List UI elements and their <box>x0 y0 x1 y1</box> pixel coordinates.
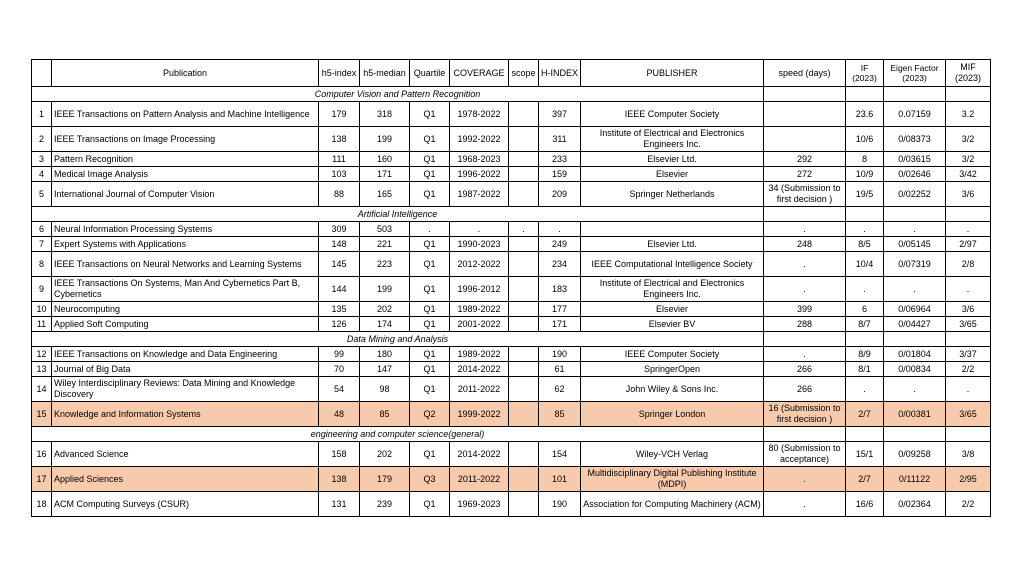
section-title: Data Mining and Analysis <box>32 332 764 347</box>
table-cell: . <box>884 277 946 302</box>
table-cell: 9 <box>32 277 52 302</box>
table-cell: 54 <box>319 377 360 402</box>
table-cell: 158 <box>319 442 360 467</box>
table-cell: Q1 <box>410 317 450 332</box>
table-cell: . <box>764 222 846 237</box>
table-cell: . <box>946 222 991 237</box>
table-cell: Q1 <box>410 127 450 152</box>
table-cell: 70 <box>319 362 360 377</box>
table-cell <box>509 182 539 207</box>
table-cell: Elsevier Ltd. <box>581 237 764 252</box>
table-cell: 14 <box>32 377 52 402</box>
table-cell: 3.2 <box>946 102 991 127</box>
table-cell: ACM Computing Surveys (CSUR) <box>52 492 319 517</box>
table-row <box>32 317 991 332</box>
empty-cell <box>764 207 846 222</box>
table-cell: Knowledge and Information Systems <box>52 402 319 427</box>
table-cell: 0/04427 <box>884 317 946 332</box>
table-cell <box>509 277 539 302</box>
table-cell: 8 <box>32 252 52 277</box>
table-cell: . <box>884 377 946 402</box>
table-cell: 0/02252 <box>884 182 946 207</box>
empty-cell <box>946 207 991 222</box>
table-cell: 3/2 <box>946 127 991 152</box>
col-header-coverage: COVERAGE <box>450 60 509 87</box>
table-cell: . <box>946 277 991 302</box>
col-header-publication: Publication <box>52 60 319 87</box>
table-cell: 202 <box>360 302 410 317</box>
table-cell: 131 <box>319 492 360 517</box>
table-cell <box>509 492 539 517</box>
empty-cell <box>764 332 846 347</box>
col-header-if: IF (2023) <box>846 60 884 87</box>
table-cell: 11 <box>32 317 52 332</box>
col-header-publisher: PUBLISHER <box>581 60 764 87</box>
table-cell: 0/07319 <box>884 252 946 277</box>
table-cell: Wiley Interdisciplinary Reviews: Data Mining and Knowledge Discovery <box>52 377 319 402</box>
table-cell: 2/7 <box>846 467 884 492</box>
table-cell: 1968-2023 <box>450 152 509 167</box>
table-cell <box>509 362 539 377</box>
table-cell <box>509 377 539 402</box>
table-cell: Q1 <box>410 152 450 167</box>
table-cell: 10 <box>32 302 52 317</box>
table-cell: Q1 <box>410 347 450 362</box>
table-cell: . <box>764 347 846 362</box>
table-row <box>32 277 991 302</box>
table-cell: . <box>450 222 509 237</box>
table-cell: Q1 <box>410 167 450 182</box>
table-cell: 5 <box>32 182 52 207</box>
table-cell: 1987-2022 <box>450 182 509 207</box>
table-cell: . <box>764 467 846 492</box>
table-cell <box>509 467 539 492</box>
journal-table <box>31 59 991 517</box>
table-cell: 3/42 <box>946 167 991 182</box>
table-cell: IEEE Transactions on Knowledge and Data Engineering <box>52 347 319 362</box>
table-cell: Q1 <box>410 362 450 377</box>
table-cell: 0/00834 <box>884 362 946 377</box>
table-cell: 0/02646 <box>884 167 946 182</box>
table-cell: 3/8 <box>946 442 991 467</box>
table-cell: 2/97 <box>946 237 991 252</box>
table-cell: John Wiley & Sons Inc. <box>581 377 764 402</box>
empty-cell <box>764 87 846 102</box>
table-cell: . <box>410 222 450 237</box>
table-cell: Q1 <box>410 277 450 302</box>
table-cell: 248 <box>764 237 846 252</box>
table-cell: 0/01804 <box>884 347 946 362</box>
empty-cell <box>946 332 991 347</box>
table-cell: 2/7 <box>846 402 884 427</box>
table-cell: Q1 <box>410 442 450 467</box>
table-row <box>32 402 991 427</box>
table-cell: IEEE Transactions on Neural Networks and Learning Systems <box>52 252 319 277</box>
table-row <box>32 442 991 467</box>
table-cell: 135 <box>319 302 360 317</box>
table-cell <box>509 102 539 127</box>
empty-cell <box>884 87 946 102</box>
table-cell: Q3 <box>410 467 450 492</box>
table-row <box>32 362 991 377</box>
table-cell: . <box>946 377 991 402</box>
table-cell: 2 <box>32 127 52 152</box>
table-cell <box>509 302 539 317</box>
table-cell: 148 <box>319 237 360 252</box>
table-cell: 233 <box>539 152 581 167</box>
empty-cell <box>884 332 946 347</box>
table-cell: Q1 <box>410 237 450 252</box>
table-cell: 16 <box>32 442 52 467</box>
table-cell: 145 <box>319 252 360 277</box>
col-header-h-index: H-INDEX <box>539 60 581 87</box>
table-cell: 183 <box>539 277 581 302</box>
table-cell: 2011-2022 <box>450 467 509 492</box>
table-cell: . <box>764 277 846 302</box>
table-cell: 138 <box>319 467 360 492</box>
table-cell: Pattern Recognition <box>52 152 319 167</box>
table-cell: Advanced Science <box>52 442 319 467</box>
table-cell: 4 <box>32 167 52 182</box>
table-cell: 1999-2022 <box>450 402 509 427</box>
empty-cell <box>946 427 991 442</box>
table-cell: 174 <box>360 317 410 332</box>
table-cell: 190 <box>539 492 581 517</box>
section-title: Computer Vision and Pattern Recognition <box>32 87 764 102</box>
table-row <box>32 252 991 277</box>
table-cell: 1996-2012 <box>450 277 509 302</box>
table-cell: 19/5 <box>846 182 884 207</box>
table-cell: 98 <box>360 377 410 402</box>
table-cell: 318 <box>360 102 410 127</box>
table-cell: 2012-2022 <box>450 252 509 277</box>
empty-cell <box>846 427 884 442</box>
table-cell: Association for Computing Machinery (ACM) <box>581 492 764 517</box>
table-cell <box>764 127 846 152</box>
table-cell: 239 <box>360 492 410 517</box>
table-cell: 3/6 <box>946 182 991 207</box>
table-cell: . <box>846 377 884 402</box>
table-cell: . <box>539 222 581 237</box>
table-cell: 199 <box>360 127 410 152</box>
table-cell <box>509 442 539 467</box>
table-cell: 3/2 <box>946 152 991 167</box>
table-cell: 266 <box>764 377 846 402</box>
table-cell: 48 <box>319 402 360 427</box>
table-cell <box>509 402 539 427</box>
table-cell: 8/9 <box>846 347 884 362</box>
table-cell: 0/05145 <box>884 237 946 252</box>
table-row <box>32 182 991 207</box>
table-row <box>32 152 991 167</box>
table-cell <box>509 317 539 332</box>
table-cell: 2/2 <box>946 492 991 517</box>
table-cell <box>509 167 539 182</box>
table-cell: Institute of Electrical and Electronics Engineers Inc. <box>581 277 764 302</box>
table-cell: Springer London <box>581 402 764 427</box>
empty-cell <box>846 332 884 347</box>
table-cell: 80 (Submission to acceptance) <box>764 442 846 467</box>
table-cell: 179 <box>360 467 410 492</box>
table-cell: 180 <box>360 347 410 362</box>
table-cell: 103 <box>319 167 360 182</box>
table-cell: 309 <box>319 222 360 237</box>
table-cell: 10/4 <box>846 252 884 277</box>
col-header-h5-median: h5-median <box>360 60 410 87</box>
table-cell: Elsevier Ltd. <box>581 152 764 167</box>
empty-cell <box>764 427 846 442</box>
table-cell: Springer Netherlands <box>581 182 764 207</box>
table-cell: IEEE Computational Intelligence Society <box>581 252 764 277</box>
table-cell: 23.6 <box>846 102 884 127</box>
table-cell <box>509 347 539 362</box>
table-row <box>32 102 991 127</box>
table-cell: 101 <box>539 467 581 492</box>
table-cell: 171 <box>360 167 410 182</box>
section-row <box>32 332 991 347</box>
col-header-number <box>32 60 52 87</box>
table-cell: 0/02364 <box>884 492 946 517</box>
table-cell <box>509 237 539 252</box>
table-cell: 15/1 <box>846 442 884 467</box>
table-cell: 0/06964 <box>884 302 946 317</box>
section-title: engineering and computer science(general) <box>32 427 764 442</box>
table-cell: 3/6 <box>946 302 991 317</box>
table-cell: 397 <box>539 102 581 127</box>
col-header-speed: speed (days) <box>764 60 846 87</box>
table-cell: 266 <box>764 362 846 377</box>
table-cell: . <box>884 222 946 237</box>
table-cell: 12 <box>32 347 52 362</box>
table-cell: 0.07159 <box>884 102 946 127</box>
table-cell: 199 <box>360 277 410 302</box>
col-header-scope: scope <box>509 60 539 87</box>
table-cell: 190 <box>539 347 581 362</box>
table-cell: IEEE Computer Society <box>581 347 764 362</box>
table-cell: 1978-2022 <box>450 102 509 127</box>
table-cell: 179 <box>319 102 360 127</box>
table-cell: 144 <box>319 277 360 302</box>
table-cell: Elsevier <box>581 302 764 317</box>
table-row <box>32 377 991 402</box>
table-cell: 160 <box>360 152 410 167</box>
table-cell: 177 <box>539 302 581 317</box>
table-cell <box>509 127 539 152</box>
table-cell: 292 <box>764 152 846 167</box>
empty-cell <box>846 207 884 222</box>
table-cell: 1969-2023 <box>450 492 509 517</box>
table-cell: 13 <box>32 362 52 377</box>
table-cell: 8/7 <box>846 317 884 332</box>
table-cell: 7 <box>32 237 52 252</box>
table-cell: Neural Information Processing Systems <box>52 222 319 237</box>
table-cell: 223 <box>360 252 410 277</box>
table-cell: 288 <box>764 317 846 332</box>
table-cell: 0/08373 <box>884 127 946 152</box>
table-cell: 1989-2022 <box>450 302 509 317</box>
table-cell: 1990-2023 <box>450 237 509 252</box>
table-cell: 15 <box>32 402 52 427</box>
table-cell: 0/09258 <box>884 442 946 467</box>
table-cell: 3 <box>32 152 52 167</box>
table-cell: 2014-2022 <box>450 442 509 467</box>
table-cell: SpringerOpen <box>581 362 764 377</box>
table-cell: Applied Soft Computing <box>52 317 319 332</box>
section-row <box>32 427 991 442</box>
table-cell: 154 <box>539 442 581 467</box>
table-cell: Q1 <box>410 377 450 402</box>
table-cell: 6 <box>846 302 884 317</box>
header-row <box>32 60 991 87</box>
section-row <box>32 87 991 102</box>
table-cell: 2/8 <box>946 252 991 277</box>
table-cell: 1 <box>32 102 52 127</box>
col-header-h5-index: h5-index <box>319 60 360 87</box>
table-cell: 234 <box>539 252 581 277</box>
table-cell: . <box>846 222 884 237</box>
table-cell: 503 <box>360 222 410 237</box>
table-cell: 202 <box>360 442 410 467</box>
table-cell: 34 (Submission to first decision ) <box>764 182 846 207</box>
table-cell <box>509 152 539 167</box>
table-cell: 0/03615 <box>884 152 946 167</box>
table-cell: . <box>509 222 539 237</box>
empty-cell <box>884 427 946 442</box>
table-cell: Elsevier <box>581 167 764 182</box>
table-row <box>32 222 991 237</box>
table-cell: 8 <box>846 152 884 167</box>
table-cell: 2001-2022 <box>450 317 509 332</box>
table-cell: Applied Sciences <box>52 467 319 492</box>
table-cell: 126 <box>319 317 360 332</box>
table-cell: Q1 <box>410 492 450 517</box>
table-cell: 2/2 <box>946 362 991 377</box>
table-row <box>32 347 991 362</box>
table-cell: IEEE Computer Society <box>581 102 764 127</box>
table-cell: 2014-2022 <box>450 362 509 377</box>
table-row <box>32 237 991 252</box>
table-cell: 171 <box>539 317 581 332</box>
table-cell: 0/00381 <box>884 402 946 427</box>
table-cell: . <box>764 252 846 277</box>
table-cell: 1996-2022 <box>450 167 509 182</box>
table-cell: 62 <box>539 377 581 402</box>
table-cell: 2011-2022 <box>450 377 509 402</box>
table-cell: . <box>846 277 884 302</box>
col-header-eigen-factor: Eigen Factor (2023) <box>884 60 946 87</box>
table-cell: Institute of Electrical and Electronics Engineers Inc. <box>581 127 764 152</box>
table-cell: 85 <box>360 402 410 427</box>
table-cell: 8/1 <box>846 362 884 377</box>
table-cell: Expert Systems with Applications <box>52 237 319 252</box>
table-cell: 17 <box>32 467 52 492</box>
section-title: Artificial Intelligence <box>32 207 764 222</box>
table-cell: Q1 <box>410 102 450 127</box>
table-cell: Q2 <box>410 402 450 427</box>
table-cell: 16/6 <box>846 492 884 517</box>
table-cell: 61 <box>539 362 581 377</box>
table-cell: 2/95 <box>946 467 991 492</box>
table-cell: IEEE Transactions on Image Processing <box>52 127 319 152</box>
table-cell <box>509 252 539 277</box>
table-cell: 3/65 <box>946 317 991 332</box>
table-cell: 8/5 <box>846 237 884 252</box>
table-cell: 311 <box>539 127 581 152</box>
table-cell <box>764 102 846 127</box>
table-cell: 399 <box>764 302 846 317</box>
table-cell: IEEE Transactions On Systems, Man And Cybernetics Part B, Cybernetics <box>52 277 319 302</box>
table-cell: 147 <box>360 362 410 377</box>
table-cell: 6 <box>32 222 52 237</box>
table-cell: IEEE Transactions on Pattern Analysis and Machine Intelligence <box>52 102 319 127</box>
table-cell: 272 <box>764 167 846 182</box>
col-header-quartile: Quartile <box>410 60 450 87</box>
table-cell: Q1 <box>410 252 450 277</box>
table-row <box>32 302 991 317</box>
table-row <box>32 492 991 517</box>
col-header-mif: MIF (2023) <box>946 60 991 87</box>
table-cell: 85 <box>539 402 581 427</box>
table-cell: 3/65 <box>946 402 991 427</box>
table-cell: Neurocomputing <box>52 302 319 317</box>
table-cell: Journal of Big Data <box>52 362 319 377</box>
table-cell: 221 <box>360 237 410 252</box>
table-cell: 10/6 <box>846 127 884 152</box>
table-cell <box>581 222 764 237</box>
table-cell: 159 <box>539 167 581 182</box>
table-cell: 0/11122 <box>884 467 946 492</box>
table-cell: 249 <box>539 237 581 252</box>
table-cell: 138 <box>319 127 360 152</box>
table-cell: 10/9 <box>846 167 884 182</box>
table-cell: 165 <box>360 182 410 207</box>
table-cell: 1989-2022 <box>450 347 509 362</box>
table-cell: 209 <box>539 182 581 207</box>
table-body <box>32 87 991 517</box>
table-cell: 1992-2022 <box>450 127 509 152</box>
table-cell: 88 <box>319 182 360 207</box>
table-cell: Q1 <box>410 302 450 317</box>
table-cell: . <box>764 492 846 517</box>
empty-cell <box>946 87 991 102</box>
table-cell: 111 <box>319 152 360 167</box>
table-row <box>32 167 991 182</box>
table-cell: Multidisciplinary Digital Publishing Institute (MDPI) <box>581 467 764 492</box>
empty-cell <box>884 207 946 222</box>
empty-cell <box>846 87 884 102</box>
table-row <box>32 467 991 492</box>
table-cell: 3/37 <box>946 347 991 362</box>
table-cell: Q1 <box>410 182 450 207</box>
table-cell: International Journal of Computer Vision <box>52 182 319 207</box>
table-cell: 18 <box>32 492 52 517</box>
table-cell: Elsevier BV <box>581 317 764 332</box>
table-cell: 99 <box>319 347 360 362</box>
table-cell: 16 (Submission to first decision ) <box>764 402 846 427</box>
table-cell: Wiley-VCH Verlag <box>581 442 764 467</box>
table-row <box>32 127 991 152</box>
table-cell: Medical Image Analysis <box>52 167 319 182</box>
section-row <box>32 207 991 222</box>
